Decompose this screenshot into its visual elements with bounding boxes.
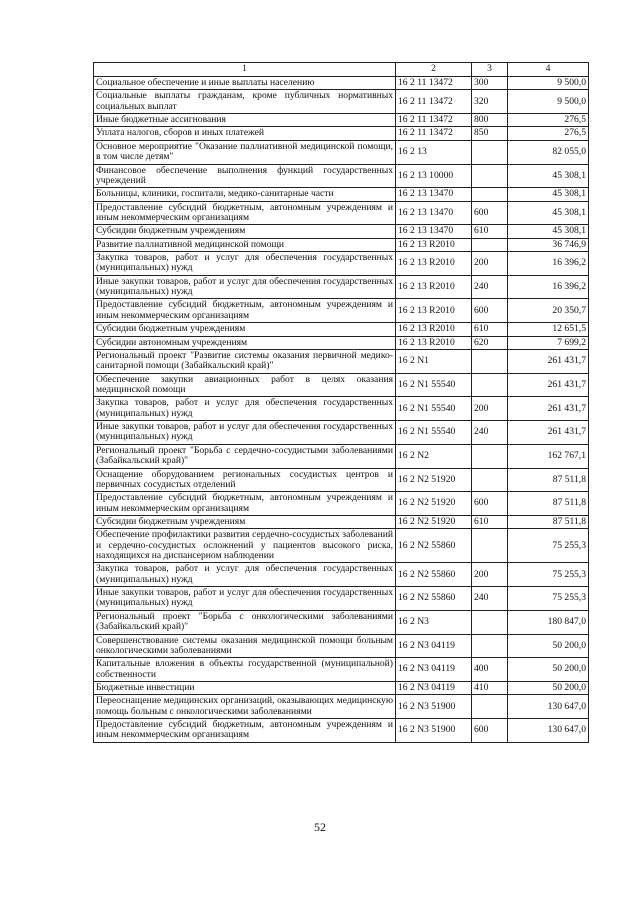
table-header-row: [94, 63, 589, 77]
row-expense-type-cell: [472, 188, 508, 201]
row-amount-cell: 130 647,0: [508, 719, 589, 743]
row-expense-type-cell: [472, 140, 508, 164]
row-name-cell: Региональный проект "Борьба с сердечно-сосудистыми заболеваниями (Забайкальский край)": [94, 444, 396, 468]
row-expense-type-cell: [472, 695, 508, 719]
page-number: 52: [314, 820, 326, 834]
table-row: [94, 658, 589, 682]
row-code-cell: 16 2 N2 55860: [396, 563, 472, 587]
table-row: [94, 421, 589, 445]
table-row: [94, 610, 589, 634]
row-amount-cell: 50 200,0: [508, 658, 589, 682]
row-name-cell: Региональный проект "Борьба с онкологическими заболеваниями (Забайкальский край)": [94, 610, 396, 634]
row-code-cell: 16 2 N2 55860: [396, 587, 472, 611]
row-amount-cell: 180 847,0: [508, 610, 589, 634]
header-cell-2: 2: [396, 63, 472, 77]
row-code-cell: 16 2 13 10000: [396, 164, 472, 188]
row-code-cell: 16 2 N3 04119: [396, 634, 472, 658]
row-code-cell: 16 2 N2 55860: [396, 529, 472, 563]
row-amount-cell: 75 255,3: [508, 563, 589, 587]
row-name-cell: Социальные выплаты гражданам, кроме публичных нормативных социальных выплат: [94, 90, 396, 114]
header-cell-3: 3: [472, 63, 508, 77]
table-row: [94, 587, 589, 611]
row-expense-type-cell: 600: [472, 299, 508, 323]
row-code-cell: 16 2 N2 51920: [396, 515, 472, 528]
row-expense-type-cell: [472, 634, 508, 658]
row-amount-cell: 82 055,0: [508, 140, 589, 164]
row-code-cell: 16 2 N2: [396, 444, 472, 468]
table-row: [94, 188, 589, 201]
row-amount-cell: 276,5: [508, 127, 589, 140]
row-code-cell: 16 2 N3: [396, 610, 472, 634]
row-code-cell: 16 2 13 R2010: [396, 275, 472, 299]
row-name-cell: Иные закупки товаров, работ и услуг для обеспечения государственных (муниципальных) нужд: [94, 587, 396, 611]
table-row: [94, 127, 589, 140]
table-row: [94, 140, 589, 164]
row-amount-cell: 130 647,0: [508, 695, 589, 719]
row-name-cell: Субсидии бюджетным учреждениям: [94, 225, 396, 238]
row-amount-cell: 261 431,7: [508, 349, 589, 373]
row-name-cell: Уплата налогов, сборов и иных платежей: [94, 127, 396, 140]
table-row: [94, 336, 589, 349]
row-expense-type-cell: 240: [472, 587, 508, 611]
table-row: [94, 77, 589, 90]
row-expense-type-cell: 240: [472, 275, 508, 299]
header-cell-4: 4: [508, 63, 589, 77]
table-row: [94, 201, 589, 225]
row-name-cell: Основное мероприятие "Оказание паллиативной медицинской помощи, в том числе детям": [94, 140, 396, 164]
table-row: [94, 299, 589, 323]
row-expense-type-cell: 320: [472, 90, 508, 114]
row-code-cell: 16 2 N1 55540: [396, 397, 472, 421]
row-expense-type-cell: 240: [472, 421, 508, 445]
row-name-cell: Предоставление субсидий бюджетным, автономным учреждениям и иным некоммерческим организациям: [94, 299, 396, 323]
row-name-cell: Больницы, клиники, госпитали, медико-санитарные части: [94, 188, 396, 201]
table-row: [94, 90, 589, 114]
row-name-cell: Обеспечение профилактики развития сердечно-сосудистых заболеваний и сердечно-сосудистых осложнений у пациентов высокого риска, находящихся на диспансерном наблюдении: [94, 529, 396, 563]
row-name-cell: Переоснащение медицинских организаций, оказывающих медицинскую помощь больным с онкологическими заболеваниями: [94, 695, 396, 719]
row-amount-cell: 36 746,9: [508, 238, 589, 251]
row-amount-cell: 162 767,1: [508, 444, 589, 468]
row-amount-cell: 9 500,0: [508, 90, 589, 114]
row-name-cell: Субсидии бюджетным учреждениям: [94, 323, 396, 336]
budget-table-body: [94, 63, 589, 743]
row-expense-type-cell: [472, 468, 508, 492]
row-amount-cell: 276,5: [508, 114, 589, 127]
row-expense-type-cell: [472, 610, 508, 634]
row-code-cell: 16 2 13 13470: [396, 225, 472, 238]
row-name-cell: Капитальные вложения в объекты государственной (муниципальной) собственности: [94, 658, 396, 682]
row-expense-type-cell: 600: [472, 201, 508, 225]
row-amount-cell: 87 511,8: [508, 492, 589, 516]
table-row: [94, 468, 589, 492]
row-name-cell: Субсидии автономным учреждениям: [94, 336, 396, 349]
row-code-cell: 16 2 13 R2010: [396, 323, 472, 336]
table-row: [94, 252, 589, 276]
row-expense-type-cell: 200: [472, 397, 508, 421]
row-expense-type-cell: 300: [472, 77, 508, 90]
row-expense-type-cell: [472, 164, 508, 188]
row-amount-cell: 50 200,0: [508, 681, 589, 694]
row-amount-cell: 75 255,3: [508, 587, 589, 611]
table-row: [94, 515, 589, 528]
row-code-cell: 16 2 N3 04119: [396, 658, 472, 682]
row-amount-cell: 261 431,7: [508, 397, 589, 421]
row-name-cell: Закупка товаров, работ и услуг для обеспечения государственных (муниципальных) нужд: [94, 252, 396, 276]
row-name-cell: Социальное обеспечение и иные выплаты населению: [94, 77, 396, 90]
row-code-cell: 16 2 11 13472: [396, 77, 472, 90]
row-expense-type-cell: 850: [472, 127, 508, 140]
row-code-cell: 16 2 N2 51920: [396, 468, 472, 492]
table-row: [94, 492, 589, 516]
row-expense-type-cell: [472, 349, 508, 373]
table-row: [94, 397, 589, 421]
row-code-cell: 16 2 N2 51920: [396, 492, 472, 516]
table-row: [94, 444, 589, 468]
row-amount-cell: 45 308,1: [508, 188, 589, 201]
table-row: [94, 529, 589, 563]
row-expense-type-cell: 610: [472, 515, 508, 528]
table-row: [94, 349, 589, 373]
table-row: [94, 695, 589, 719]
row-code-cell: 16 2 13 R2010: [396, 299, 472, 323]
row-code-cell: 16 2 13: [396, 140, 472, 164]
table-row: [94, 275, 589, 299]
row-code-cell: 16 2 N3 04119: [396, 681, 472, 694]
row-expense-type-cell: 600: [472, 719, 508, 743]
table-row: [94, 719, 589, 743]
row-name-cell: Развитие паллиативной медицинской помощи: [94, 238, 396, 251]
row-code-cell: 16 2 11 13472: [396, 127, 472, 140]
table-row: [94, 114, 589, 127]
row-code-cell: 16 2 N3 51900: [396, 695, 472, 719]
row-amount-cell: 9 500,0: [508, 77, 589, 90]
table-row: [94, 634, 589, 658]
row-expense-type-cell: [472, 373, 508, 397]
table-row: [94, 164, 589, 188]
row-name-cell: Совершенствование системы оказания медицинской помощи больным онкологическими заболеваниями: [94, 634, 396, 658]
row-expense-type-cell: 600: [472, 492, 508, 516]
row-code-cell: 16 2 11 13472: [396, 90, 472, 114]
row-expense-type-cell: 610: [472, 323, 508, 336]
row-name-cell: Оснащение оборудованием региональных сосудистых центров и первичных сосудистых отделений: [94, 468, 396, 492]
row-amount-cell: 45 308,1: [508, 164, 589, 188]
row-amount-cell: 45 308,1: [508, 201, 589, 225]
row-name-cell: Предоставление субсидий бюджетным, автономным учреждениям и иным некоммерческим организациям: [94, 719, 396, 743]
row-code-cell: 16 2 N1 55540: [396, 421, 472, 445]
table-row: [94, 323, 589, 336]
table-row: [94, 225, 589, 238]
row-name-cell: Закупка товаров, работ и услуг для обеспечения государственных (муниципальных) нужд: [94, 563, 396, 587]
row-expense-type-cell: 400: [472, 658, 508, 682]
row-name-cell: Закупка товаров, работ и услуг для обеспечения государственных (муниципальных) нужд: [94, 397, 396, 421]
row-code-cell: 16 2 N1: [396, 349, 472, 373]
row-amount-cell: 20 350,7: [508, 299, 589, 323]
row-code-cell: 16 2 N3 51900: [396, 719, 472, 743]
row-amount-cell: 7 699,2: [508, 336, 589, 349]
row-expense-type-cell: 610: [472, 225, 508, 238]
row-name-cell: Предоставление субсидий бюджетным, автономным учреждениям и иным некоммерческим организациям: [94, 492, 396, 516]
row-expense-type-cell: 620: [472, 336, 508, 349]
row-name-cell: Предоставление субсидий бюджетным, автономным учреждениям и иным некоммерческим организациям: [94, 201, 396, 225]
row-code-cell: 16 2 13 R2010: [396, 252, 472, 276]
budget-table: [93, 62, 589, 743]
row-name-cell: Субсидии бюджетным учреждениям: [94, 515, 396, 528]
row-amount-cell: 261 431,7: [508, 421, 589, 445]
row-expense-type-cell: [472, 444, 508, 468]
row-name-cell: Иные бюджетные ассигнования: [94, 114, 396, 127]
table-row: [94, 238, 589, 251]
row-expense-type-cell: 410: [472, 681, 508, 694]
row-expense-type-cell: 200: [472, 252, 508, 276]
row-name-cell: Финансовое обеспечение выполнения функций государственных учреждений: [94, 164, 396, 188]
row-amount-cell: 50 200,0: [508, 634, 589, 658]
row-amount-cell: 45 308,1: [508, 225, 589, 238]
row-amount-cell: 87 511,8: [508, 515, 589, 528]
row-amount-cell: 261 431,7: [508, 373, 589, 397]
row-name-cell: Иные закупки товаров, работ и услуг для обеспечения государственных (муниципальных) нужд: [94, 421, 396, 445]
row-expense-type-cell: [472, 238, 508, 251]
row-code-cell: 16 2 13 R2010: [396, 238, 472, 251]
header-cell-1: 1: [94, 63, 396, 77]
row-code-cell: 16 2 N1 55540: [396, 373, 472, 397]
row-expense-type-cell: 200: [472, 563, 508, 587]
row-code-cell: 16 2 13 13470: [396, 188, 472, 201]
row-name-cell: Региональный проект "Развитие системы оказания первичной медико-санитарной помощи (Забайкальский край)": [94, 349, 396, 373]
row-name-cell: Обеспечение закупки авиационных работ в целях оказания медицинской помощи: [94, 373, 396, 397]
table-row: [94, 373, 589, 397]
row-name-cell: Бюджетные инвестиции: [94, 681, 396, 694]
row-amount-cell: 16 396,2: [508, 275, 589, 299]
row-code-cell: 16 2 13 R2010: [396, 336, 472, 349]
row-amount-cell: 12 651,5: [508, 323, 589, 336]
row-name-cell: Иные закупки товаров, работ и услуг для обеспечения государственных (муниципальных) нужд: [94, 275, 396, 299]
table-row: [94, 563, 589, 587]
table-row: [94, 681, 589, 694]
row-amount-cell: 16 396,2: [508, 252, 589, 276]
row-amount-cell: 87 511,8: [508, 468, 589, 492]
row-amount-cell: 75 255,3: [508, 529, 589, 563]
row-expense-type-cell: [472, 529, 508, 563]
row-code-cell: 16 2 11 13472: [396, 114, 472, 127]
row-expense-type-cell: 800: [472, 114, 508, 127]
row-code-cell: 16 2 13 13470: [396, 201, 472, 225]
